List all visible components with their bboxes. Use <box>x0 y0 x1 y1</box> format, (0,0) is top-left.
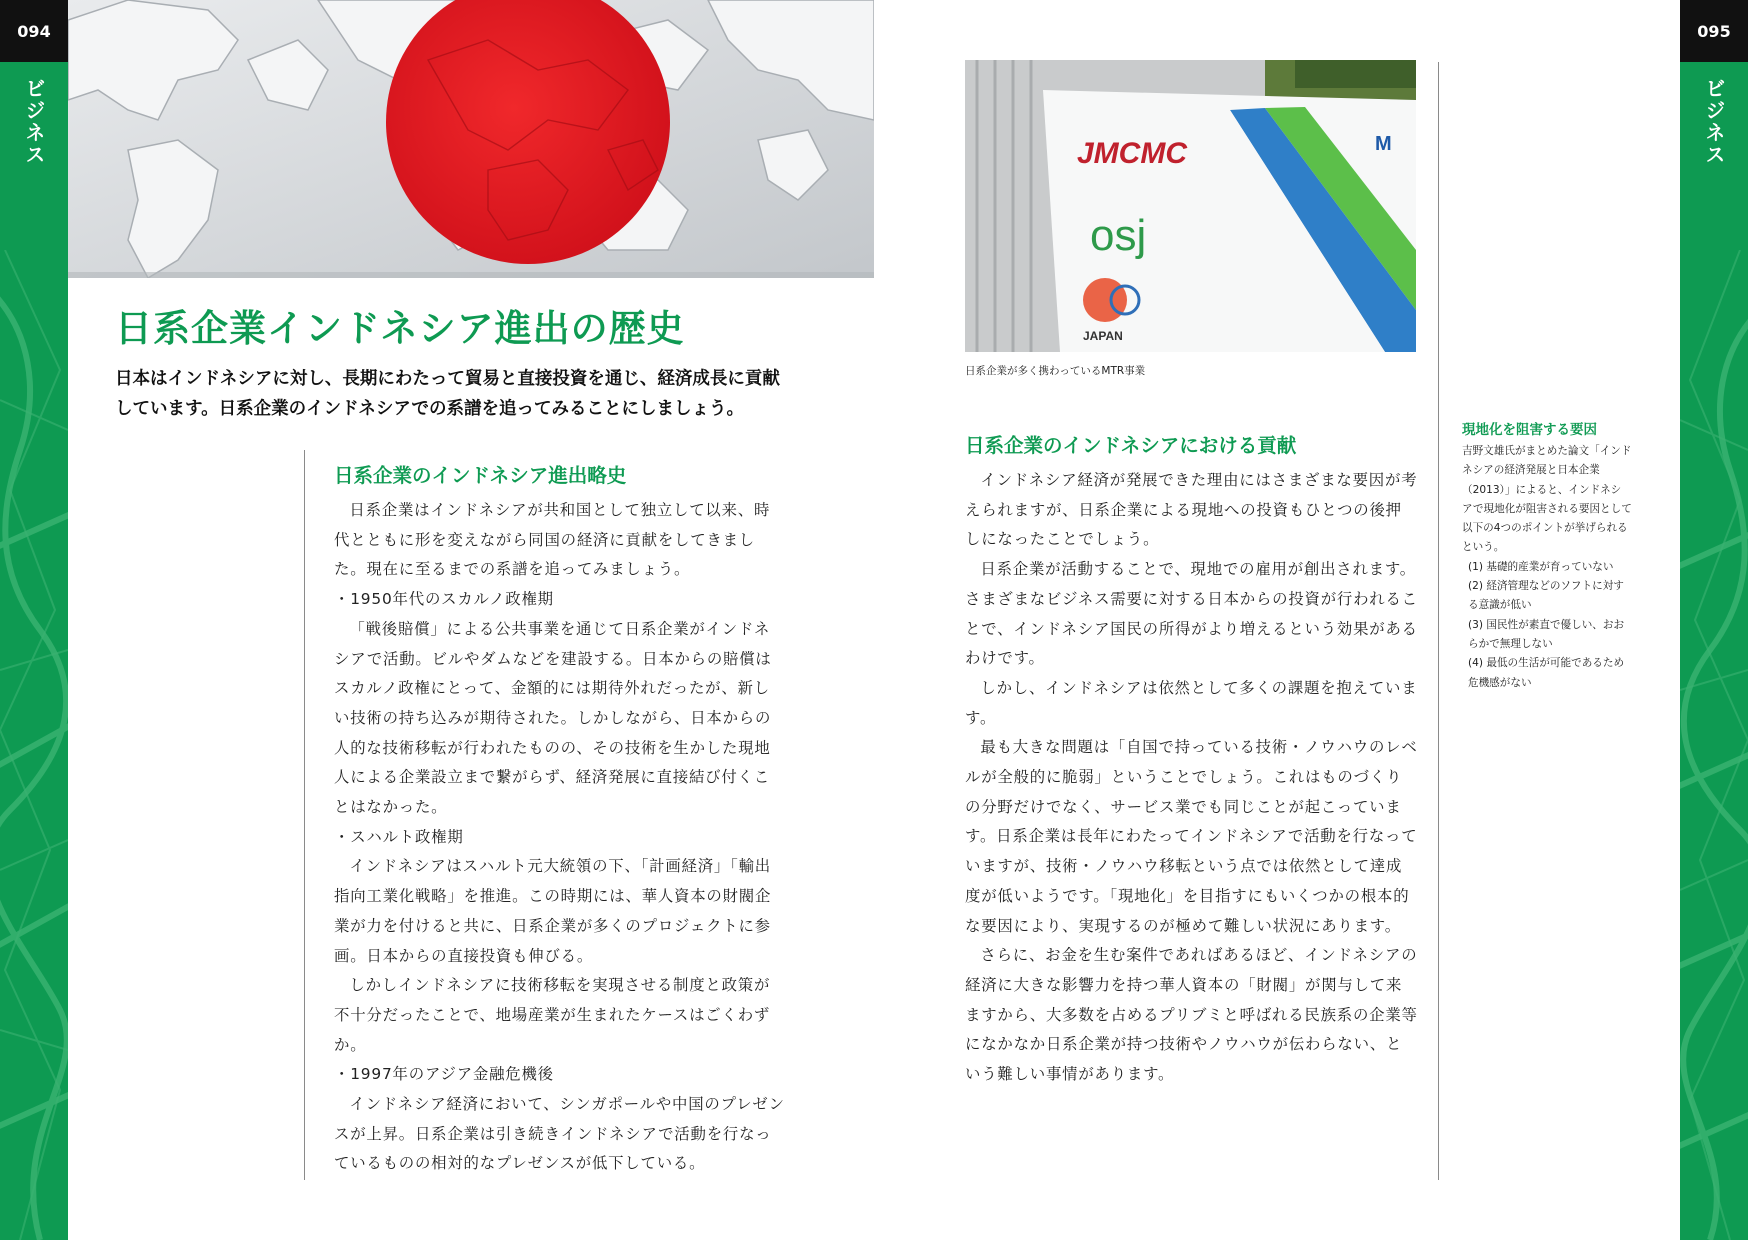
side-note-item: (2) 経済管理などのソフトに対する意識が低い <box>1468 580 1624 612</box>
right-paragraph-5: さらに、お金を生む案件であればあるほど、インドネシアの経済に大きな影響力を持つ華人資本の「財閥」が関与して来ますから、大多数を占めるプリブミと呼ばれる民族系の企業等になかなか日系企業が持つ技術やノウハウが伝わらない、という難しい事情があります。 <box>965 946 1418 1084</box>
page-number-right: 095 <box>1680 0 1748 62</box>
left-paragraph-3: インドネシアはスハルト元大統領の下、「計画経済」「輸出指向工業化戦略」を推進。この時期には、華人資本の財閥企業が力を付けると共に、日系企業が多くのプロジェクトに参画。日本からの直接投資も伸びる。 <box>334 857 772 965</box>
left-bullet-suharto: ・スハルト政権期 <box>334 827 464 846</box>
side-note-title: 現地化を阻害する要因 <box>1462 422 1597 438</box>
logo-osj: osj <box>1090 211 1147 260</box>
right-subheading: 日系企業のインドネシアにおける貢献 <box>965 434 1297 457</box>
left-bullet-1997: ・1997年のアジア金融危機後 <box>334 1065 554 1084</box>
page-number-left: 094 <box>0 0 68 62</box>
map-pattern-right <box>1680 250 1748 1240</box>
side-note-item: (1) 基礎的産業が育っていない <box>1468 560 1614 573</box>
logo-jmcmc: JMCMC <box>1077 137 1187 170</box>
side-note-item: (4) 最低の生活が可能であるため危機感がない <box>1468 657 1625 689</box>
main-title: 日系企業インドネシア進出の歴史 <box>115 307 685 350</box>
section-tab-left: ビジネス <box>22 78 46 166</box>
side-note-intro: 吉野文雄氏がまとめた論文「インドネシアの経済発展と日本企業（2013）」によると、インドネシアで現地化が阻害される要因として以下の4つのポイントが挙げられるという。 <box>1462 445 1632 554</box>
left-bullet-sukarno: ・1950年代のスカルノ政権期 <box>334 590 554 609</box>
left-paragraph-1: 日系企業はインドネシアが共和国として独立して以来、時代とともに形を変えながら同国の経済に貢献をしてきました。現在に至るまでの系譜を追ってみましょう。 <box>334 501 771 579</box>
section-tab-right: ビジネス <box>1702 78 1726 166</box>
lead-paragraph: 日本はインドネシアに対し、長期にわたって貿易と直接投資を通じ、経済成長に貢献しています。日系企業のインドネシアでの系譜を追ってみることにしましょう。 <box>115 369 780 419</box>
right-paragraph-2: 日系企業が活動することで、現地での雇用が創出されます。さまざまなビジネス需要に対する日本からの投資が行われることで、インドネシア国民の所得がより増えるという効果があるわけです。 <box>965 560 1418 668</box>
left-column-rule <box>304 450 305 1180</box>
right-side-strip <box>1680 0 1748 1240</box>
right-paragraph-4: 最も大きな問題は「自国で持っている技術・ノウハウのレベルが全般的に脆弱」ということでしょう。これはものづくりの分野だけでなく、サービス業でも同じことが起こっています。日系企業は長年にわたってインドネシアで活動を行なっていますが、技術・ノウハウ移転という点では依然として達成度が低いようです。「現地化」を目指すにもいくつかの根本的な要因により、実現するのが極めて難しい状況にあります。 <box>965 738 1418 935</box>
svg-text:M: M <box>1375 133 1392 155</box>
left-paragraph-2: 「戦後賠償」による公共事業を通じて日系企業がインドネシアで活動。ビルやダムなどを建設する。日本からの賠償はスカルノ政権にとって、金額的には期待外れだったが、新しい技術の持ち込みが期待された。しかしながら、日本からの人的な技術移転が行われたものの、その技術を生かした現地人による企業設立まで繋がらず、経済発展に直接結び付くことはなかった。 <box>334 619 772 817</box>
hero-image-world-map-flag <box>68 0 874 278</box>
left-paragraph-5: インドネシア経済において、シンガポールや中国のプレゼンスが上昇。日系企業は引き続きインドネシアで活動を行なっているものの相対的なプレゼンスが低下している。 <box>334 1095 785 1173</box>
right-column-rule <box>1438 62 1439 1180</box>
right-paragraph-3: しかし、インドネシアは依然として多くの課題を抱えています。 <box>965 678 1418 727</box>
right-body-text <box>965 466 1418 1090</box>
logo-japan: JAPAN <box>1083 329 1123 343</box>
left-paragraph-4: しかしインドネシアに技術移転を実現させる制度と政策が不十分だったことで、地場産業が生まれたケースはごくわずか。 <box>334 976 771 1054</box>
left-body-text <box>334 496 786 1179</box>
left-side-strip <box>0 0 68 1240</box>
left-subheading: 日系企業のインドネシア進出略史 <box>334 464 627 487</box>
right-paragraph-1: インドネシア経済が発展できた理由にはさまざまな要因が考えられますが、日系企業による現地への投資もひとつの後押しになったことでしょう。 <box>965 471 1418 549</box>
mrt-banner-photo <box>965 60 1416 352</box>
photo-caption: 日系企業が多く携わっているMTR事業 <box>965 365 1146 377</box>
side-note <box>1462 418 1632 693</box>
side-note-list <box>1462 558 1632 693</box>
side-note-item: (3) 国民性が素直で優しい、おおらかで無理しない <box>1468 618 1625 650</box>
map-pattern-left <box>0 250 68 1240</box>
